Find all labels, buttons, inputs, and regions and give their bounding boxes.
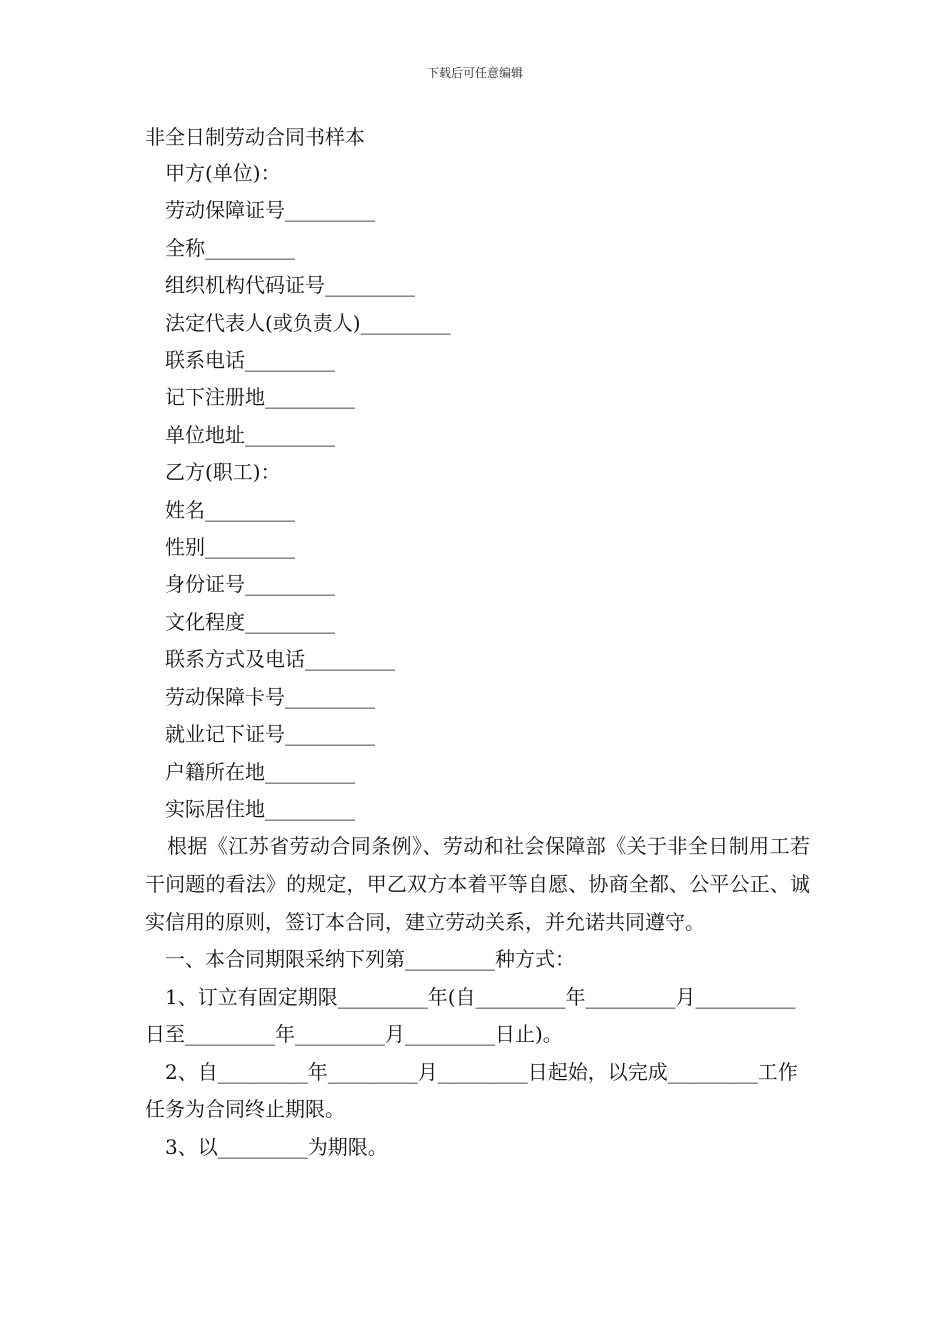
party-a-field: 组织机构代码证号_________ bbox=[165, 273, 415, 298]
preamble-paragraph: 根据《江苏省劳动合同条例》、劳动和社会保障部《关于非全日制用工若干问题的看法》的规定，甲乙双方本着平等自愿、协商全都、公平公正、诚实信用的原则，签订本合同，建立劳动关系，并允诺共同遵守。 bbox=[145, 834, 810, 934]
term-option-1: 1、订立有固定期限_________年(自_________年_________月__________日至_________年_________月_________日止)。 bbox=[145, 984, 796, 1047]
party-b-field: 身份证号_________ bbox=[165, 572, 335, 597]
party-a-field: 联系电话_________ bbox=[165, 348, 335, 373]
term-option-3: 3、以_________为期限。 bbox=[165, 1134, 388, 1159]
party-a-field: 劳动保障证号_________ bbox=[165, 198, 375, 223]
party-a-heading: 甲方(单位)： bbox=[165, 161, 281, 185]
party-a-field: 记下注册地_________ bbox=[165, 385, 355, 410]
party-a-field: 单位地址_________ bbox=[165, 422, 335, 447]
document-title: 非全日制劳动合同书样本 bbox=[145, 125, 365, 149]
party-b-field: 劳动保障卡号_________ bbox=[165, 684, 375, 709]
document-body bbox=[145, 120, 810, 1166]
section-1-heading: 一、本合同期限采纳下列第_________种方式： bbox=[165, 947, 575, 972]
page-header: 下载后可任意编辑 bbox=[426, 66, 523, 80]
party-b-field: 户籍所在地_________ bbox=[165, 759, 355, 784]
party-b-field: 文化程度_________ bbox=[165, 609, 335, 634]
party-b-field: 姓名_________ bbox=[165, 497, 295, 522]
party-a-field: 全称_________ bbox=[165, 235, 295, 260]
party-a-field: 法定代表人(或负责人)_________ bbox=[165, 310, 451, 335]
party-b-field: 实际居住地_________ bbox=[165, 796, 355, 821]
party-b-field: 就业记下证号_________ bbox=[165, 722, 375, 747]
party-b-heading: 乙方(职工)： bbox=[165, 460, 281, 485]
term-option-2: 2、自_________年_________月_________日起始，以完成_________工作任务为合同终止期限。 bbox=[145, 1059, 798, 1122]
party-b-field: 联系方式及电话_________ bbox=[165, 647, 395, 672]
party-b-field: 性别_________ bbox=[165, 535, 295, 560]
